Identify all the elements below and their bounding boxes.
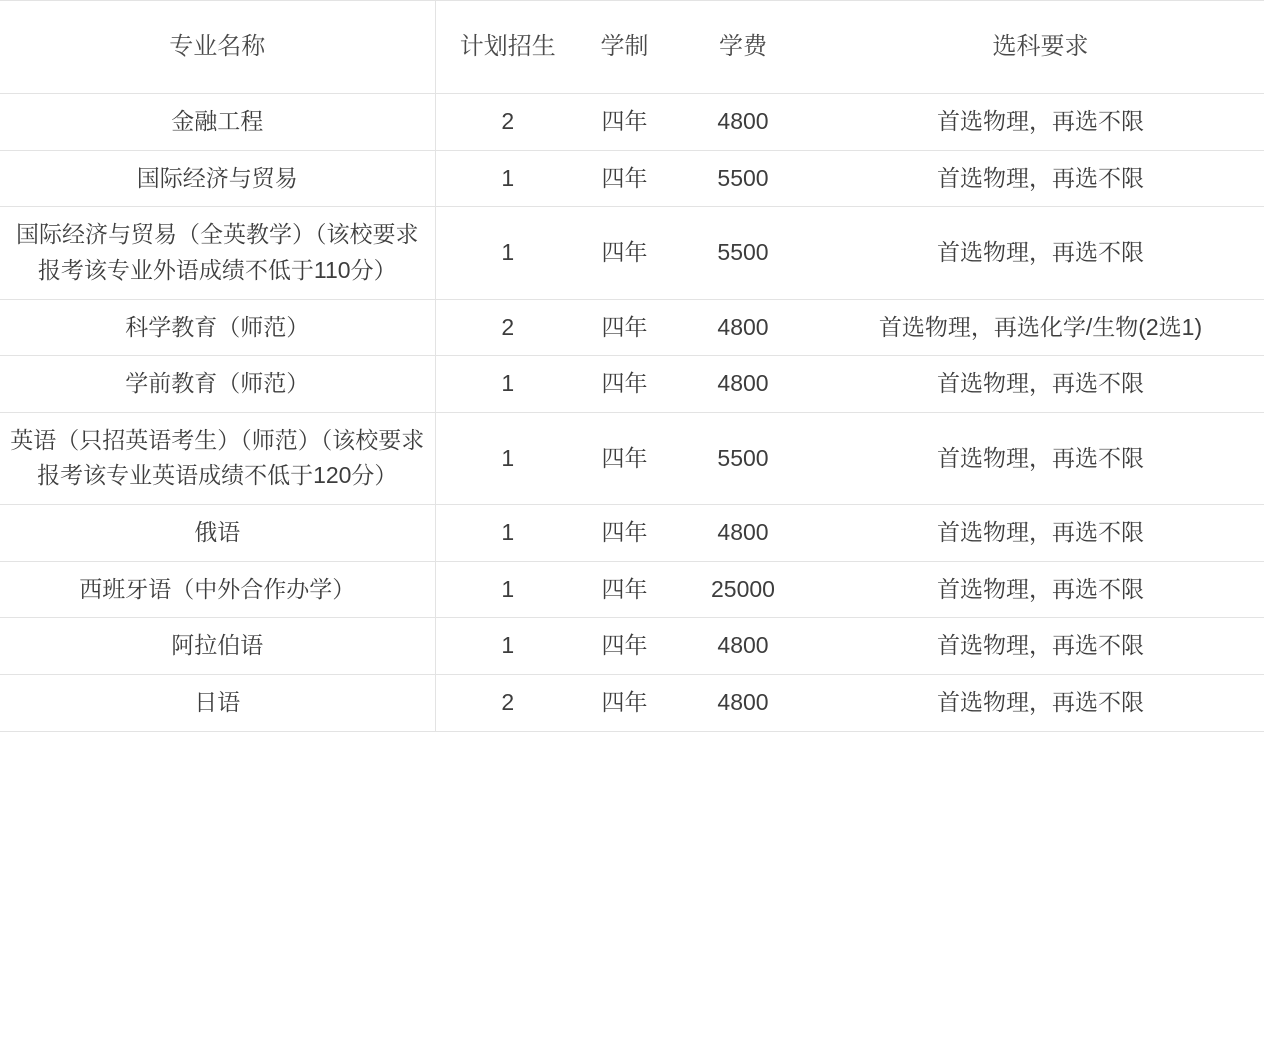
column-header-requirement: 选科要求 [817,1,1264,94]
cell-fee: 25000 [669,561,817,618]
cell-major-name: 西班牙语（中外合作办学） [0,561,435,618]
cell-years: 四年 [580,618,669,675]
table-row [0,356,1264,413]
cell-fee: 4800 [669,505,817,562]
column-header-fee: 学费 [669,1,817,94]
cell-plan: 1 [435,561,580,618]
cell-requirement: 首选物理，再选不限 [817,561,1264,618]
table-row [0,412,1264,504]
cell-requirement: 首选物理，再选不限 [817,675,1264,732]
cell-years: 四年 [580,94,669,151]
cell-plan: 2 [435,675,580,732]
cell-plan: 1 [435,505,580,562]
cell-plan: 1 [435,412,580,504]
cell-years: 四年 [580,561,669,618]
table-row [0,618,1264,675]
cell-major-name: 国际经济与贸易（全英教学）（该校要求报考该专业外语成绩不低于110分） [0,207,435,299]
cell-plan: 1 [435,356,580,413]
cell-plan: 2 [435,299,580,356]
cell-years: 四年 [580,675,669,732]
column-header-major-name: 专业名称 [0,1,435,94]
cell-major-name: 日语 [0,675,435,732]
cell-fee: 4800 [669,675,817,732]
cell-years: 四年 [580,150,669,207]
cell-plan: 1 [435,207,580,299]
cell-major-name: 国际经济与贸易 [0,150,435,207]
cell-requirement: 首选物理，再选不限 [817,150,1264,207]
table-row [0,94,1264,151]
column-header-years: 学制 [580,1,669,94]
table-body [0,94,1264,732]
header-row [0,1,1264,94]
table-row [0,675,1264,732]
cell-fee: 4800 [669,299,817,356]
cell-requirement: 首选物理，再选化学/生物(2选1) [817,299,1264,356]
table-row [0,505,1264,562]
cell-plan: 1 [435,618,580,675]
table-row [0,207,1264,299]
cell-years: 四年 [580,412,669,504]
cell-years: 四年 [580,207,669,299]
table-row [0,150,1264,207]
cell-major-name: 英语（只招英语考生）（师范）（该校要求报考该专业英语成绩不低于120分） [0,412,435,504]
cell-requirement: 首选物理，再选不限 [817,94,1264,151]
cell-plan: 1 [435,150,580,207]
cell-years: 四年 [580,505,669,562]
cell-years: 四年 [580,356,669,413]
cell-fee: 5500 [669,150,817,207]
cell-major-name: 金融工程 [0,94,435,151]
cell-requirement: 首选物理，再选不限 [817,505,1264,562]
cell-fee: 4800 [669,618,817,675]
cell-fee: 4800 [669,356,817,413]
table-header [0,1,1264,94]
cell-requirement: 首选物理，再选不限 [817,412,1264,504]
cell-fee: 5500 [669,412,817,504]
cell-major-name: 俄语 [0,505,435,562]
cell-requirement: 首选物理，再选不限 [817,207,1264,299]
column-header-plan: 计划招生 [435,1,580,94]
cell-years: 四年 [580,299,669,356]
cell-requirement: 首选物理，再选不限 [817,356,1264,413]
cell-fee: 4800 [669,94,817,151]
cell-plan: 2 [435,94,580,151]
cell-requirement: 首选物理，再选不限 [817,618,1264,675]
table-row [0,299,1264,356]
cell-major-name: 科学教育（师范） [0,299,435,356]
cell-major-name: 阿拉伯语 [0,618,435,675]
table-row [0,561,1264,618]
cell-major-name: 学前教育（师范） [0,356,435,413]
cell-fee: 5500 [669,207,817,299]
